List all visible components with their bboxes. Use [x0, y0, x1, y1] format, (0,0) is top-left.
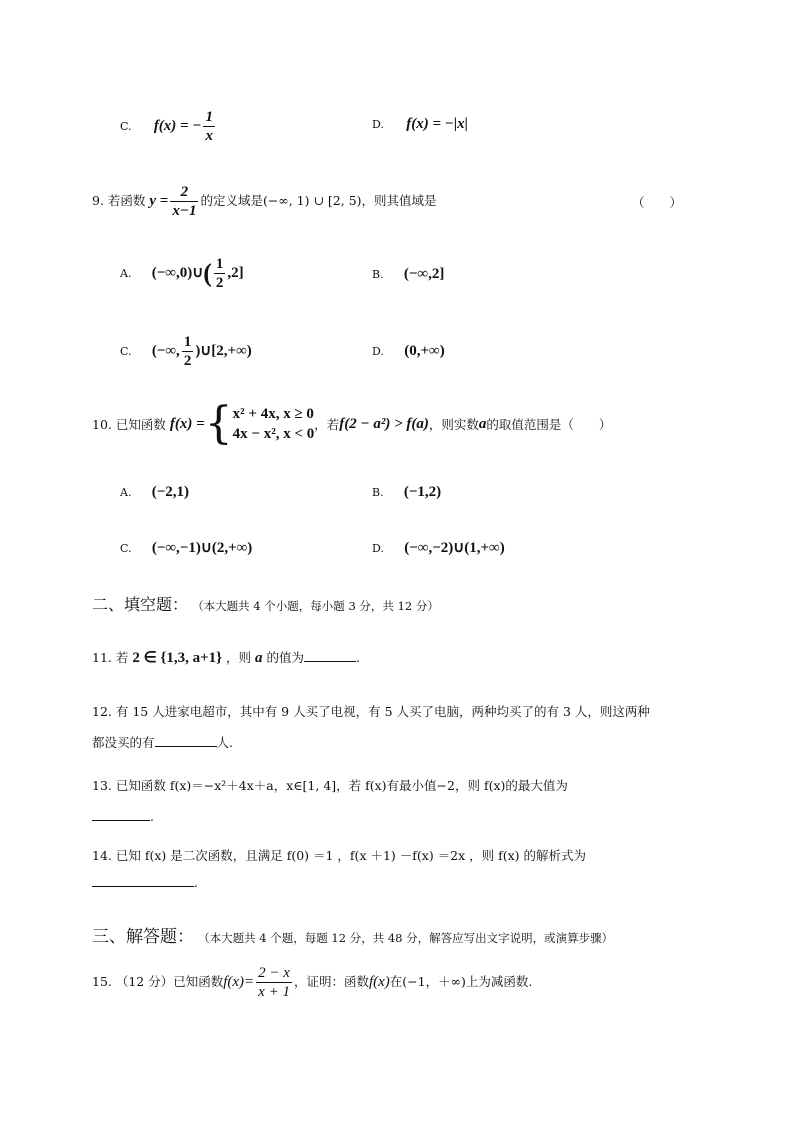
q10-inequality: f(2 − a²) > f(a) — [339, 415, 429, 432]
case-2: 4x − x², x < 0 — [232, 426, 315, 442]
q15-suffix2: 在(−1，＋∞)上为减函数. — [389, 974, 533, 989]
section-title: 二、填空题： — [92, 595, 189, 614]
q12-line-2 — [92, 733, 233, 751]
q8-option-d — [372, 116, 468, 133]
q13-line-1: 13. 已知函数 f(x)＝−x²＋4x＋a，x∈[1, 4]，若 f(x)有最小值−2，则 f(x)的最大值为 — [92, 778, 568, 793]
q8-d-expr: f(x) = −|x| — [406, 116, 468, 132]
q9-option-c — [120, 333, 252, 370]
option-label: D. — [372, 118, 384, 131]
answer-blank[interactable] — [92, 808, 150, 821]
q12-prefix: 都没买的有 — [92, 735, 155, 750]
fraction: $\frac{2 - x}{x + 1}$ — [258, 965, 290, 1000]
q10-option-c — [120, 538, 252, 557]
option-label: C. — [120, 542, 132, 555]
question-10 — [92, 398, 612, 449]
q12-suffix: 人. — [216, 735, 233, 750]
q10-d-expr: (−∞,−2)∪(1,+∞) — [404, 540, 505, 556]
q9-c-left: (−∞, — [151, 343, 180, 359]
q15-fx2: f(x) — [368, 974, 390, 990]
q10-c-expr: (−∞,−1)∪(2,+∞) — [151, 540, 253, 556]
q10-prefix: 10. 已知函数 — [92, 417, 166, 432]
question-11 — [92, 648, 360, 667]
option-label: A. — [120, 486, 132, 499]
fraction: $\frac{1}{2}$ — [183, 334, 192, 369]
answer-blank[interactable] — [304, 649, 356, 662]
q14-line-2 — [92, 874, 198, 890]
q9-d-expr: (0,+∞) — [404, 343, 445, 359]
option-label: B. — [372, 486, 384, 499]
q10-suffix2: 的取值范围是（ ） — [486, 417, 612, 432]
q9-option-b — [372, 266, 444, 283]
section-2-heading — [92, 592, 439, 615]
fraction: $\frac{2}{x-1}$ — [172, 184, 197, 219]
q13-line-2 — [92, 808, 154, 824]
q10-option-d — [372, 538, 505, 557]
q11-var: a — [255, 650, 263, 666]
q9-c-right: )∪[2,+∞) — [195, 343, 252, 359]
q9-b-expr: (−∞,2] — [403, 266, 445, 282]
fraction: $\frac{1}{x}$ — [205, 109, 213, 144]
q9-y: y = — [149, 193, 169, 209]
q11-mid: ，则 — [226, 650, 252, 665]
q10-var: a — [478, 415, 487, 432]
q9-a-right: ,2] — [227, 265, 244, 281]
q9-answer-paren: （ ） — [632, 195, 683, 210]
q10-a-expr: (−2,1) — [151, 484, 190, 500]
q14-line-1: 14. 已知 f(x) 是二次函数，且满足 f(0) ＝1 ，f(x ＋1) －f(x) ＝2x ，则 f(x) 的解析式为 — [92, 848, 587, 863]
q12-line-1: 12. 有 15 人进家电超市，其中有 9 人买了电视，有 5 人买了电脑，两种均买了的有 3 人，则这两种 — [92, 704, 650, 719]
option-label: C. — [120, 120, 132, 133]
option-label: D. — [372, 542, 384, 555]
q10-suffix: ，则实数 — [428, 417, 479, 432]
q8-c-expr: f(x) = − — [153, 118, 202, 134]
q10-f: f(x) = — [169, 415, 205, 432]
q15-suffix: ，证明：函数 — [293, 974, 369, 989]
answer-blank[interactable] — [155, 734, 217, 747]
piecewise-cases — [233, 404, 315, 444]
answer-blank[interactable] — [92, 874, 194, 887]
q13-end: . — [150, 809, 154, 824]
question-9 — [92, 183, 437, 220]
q11-expr: 2 ∈ {1,3, a+1} — [132, 650, 223, 666]
section-title: 三、解答题： — [92, 927, 194, 947]
option-label: A. — [120, 267, 132, 280]
q11-suffix: 的值为 — [266, 650, 305, 665]
q9-prefix: 9. 若函数 — [92, 193, 146, 208]
q10-option-a — [120, 484, 189, 501]
option-label: B. — [372, 268, 384, 281]
piecewise-brace: { — [204, 398, 233, 449]
option-label: C. — [120, 345, 132, 358]
q9-a-left: (−∞,0)∪ — [151, 265, 204, 281]
q9-option-a: A. (−∞,0)∪( $\frac{1}{2}$ ,2] — [120, 256, 244, 291]
case-1: x² + 4x, x ≥ 0 — [232, 406, 314, 422]
question-15 — [92, 964, 532, 1001]
section-note: （本大题共 4 个题，每题 12 分，共 48 分，解答应写出文字说明，或演算步骤） — [198, 931, 614, 945]
q11-end: . — [356, 650, 360, 665]
q8-option-c — [120, 108, 217, 145]
q10-option-b — [372, 484, 441, 501]
q14-end: . — [194, 875, 198, 890]
fraction: $\frac{1}{2}$ — [215, 256, 224, 291]
q15-prefix: 15. （12 分）已知函数 — [92, 974, 224, 989]
q9-suffix: 的定义域是(−∞, 1) ∪ [2, 5)，则其值域是 — [200, 193, 437, 208]
q15-fx: f(x)= — [223, 974, 255, 990]
q10-b-expr: (−1,2) — [403, 484, 442, 500]
option-label: D. — [372, 345, 384, 358]
section-note: （本大题共 4 个小题，每小题 3 分，共 12 分） — [192, 599, 439, 613]
section-3-heading — [92, 922, 613, 947]
q10-mid: ，若 — [314, 417, 340, 432]
q11-prefix: 11. 若 — [92, 650, 129, 665]
q9-option-d — [372, 343, 445, 360]
